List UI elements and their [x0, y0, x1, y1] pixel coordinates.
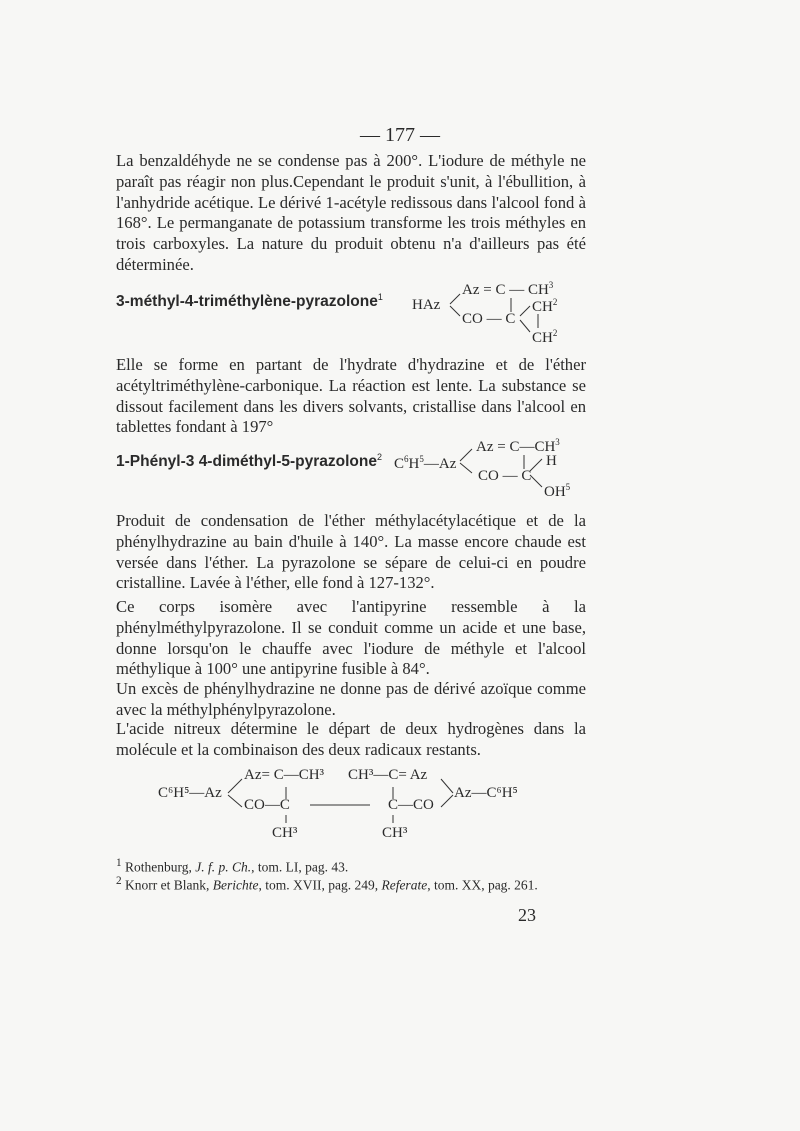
formula-top-right: CH³—C= Az: [348, 767, 428, 783]
footnote-ref: 1: [377, 292, 383, 302]
paragraph-3: Produit de condensation de l'éther méthylacétylacétique et de la phénylhydrazine au bain d'huile à 140°. La masse encore chaude est versée dans l'éther. La pyrazolone se sépare de celui-ci en poudre cristalline. Lavée à l'éther, elle fond à 127-132°.: [116, 511, 586, 593]
structural-formula-3: [158, 765, 558, 845]
paragraph-1: La benzaldéhyde ne se condense pas à 200°. L'iodure de méthyle ne paraît pas réagir non plus.Cependant le produit s'unit, à l'ébullition, à l'anhydride acétique. Le dérivé 1-acétyle redissous dans l'alcool fond à 168°. Le permanganate de potassium transforme les trois méthyles en trois carboxyles. La nature du produit obtenu n'a d'ailleurs pas été déterminée.: [116, 151, 586, 274]
footnote-mark: 2: [116, 875, 122, 887]
structural-formula-1: [412, 280, 612, 350]
paragraph-6: L'acide nitreux détermine le départ de deux hydrogènes dans la molécule et la combinaison des deux radicaux restants.: [116, 719, 586, 759]
formula-right-group: Az—C⁶H⁵: [454, 785, 518, 801]
heading-compound-2: [116, 452, 382, 471]
page-number: — 177 —: [360, 124, 440, 146]
formula-ch2-b: $CH^2$: [532, 328, 558, 346]
formula-ch2-a: $CH^2$: [532, 297, 558, 315]
formula-co-c: CO — C: [478, 468, 532, 484]
formula-top-left: Az= C—CH³: [244, 767, 325, 783]
structural-formula-2: [394, 437, 594, 505]
formula-ch3-right: CH³: [382, 825, 408, 841]
footnote-ref: 2: [376, 452, 382, 462]
formula-bot-right: C—CO: [388, 797, 434, 813]
footnote-mark: 1: [116, 857, 122, 869]
paragraph-2: Elle se forme en partant de l'hydrate d'hydrazine et de l'éther acétyltriméthylène-carbonique. La réaction est lente. La substance se dissout facilement dans les divers solvants, cristallise dans l'alcool en tablettes fondant à 197°: [116, 355, 586, 437]
formula-hAz: HAz: [412, 297, 441, 313]
footnote-1: $^1$ Rothenburg, J. f. p. Ch., tom. LI, pag. 43.: [116, 857, 349, 875]
formula-az-c: Az = C — $CH^3$: [462, 280, 554, 298]
heading-text: 3-méthyl-4-triméthylène-pyrazolone: [116, 293, 378, 311]
formula-bot-left: CO—C: [244, 797, 290, 813]
formula-co-c: CO — C: [462, 311, 516, 327]
formula-ch3-left: CH³: [272, 825, 298, 841]
signature-mark: 23: [518, 905, 536, 925]
formula-left-group: C⁶H⁵—Az: [158, 785, 222, 801]
formula-h: H: [546, 453, 557, 469]
paragraph-5: Un excès de phénylhydrazine ne donne pas de dérivé azoïque comme avec la méthylphénylpyrazolone.: [116, 679, 586, 719]
footnote-2: $^2$ Knorr et Blank, Berichte, tom. XVII, pag. 249, Referate, tom. XX, pag. 261.: [116, 875, 538, 893]
heading-compound-1: [116, 292, 383, 311]
formula-phenyl-az: $C^6H^5—Az$: [394, 454, 457, 472]
paragraph-4: Ce corps isomère avec l'antipyrine ressemble à la phénylméthylpyrazolone. Il se conduit comme un acide et une base, donne lorsqu'on le chauffe avec l'iodure de méthyle et l'alcool méthylique à 100° une antipyrine fusible à 84°.: [116, 597, 586, 679]
heading-text: 1-Phényl-3 4-diméthyl-5-pyrazolone: [116, 453, 377, 471]
formula-az-c: $Az = C—CH^3$: [476, 437, 560, 455]
formula-oh: $OH^5$: [544, 482, 571, 500]
